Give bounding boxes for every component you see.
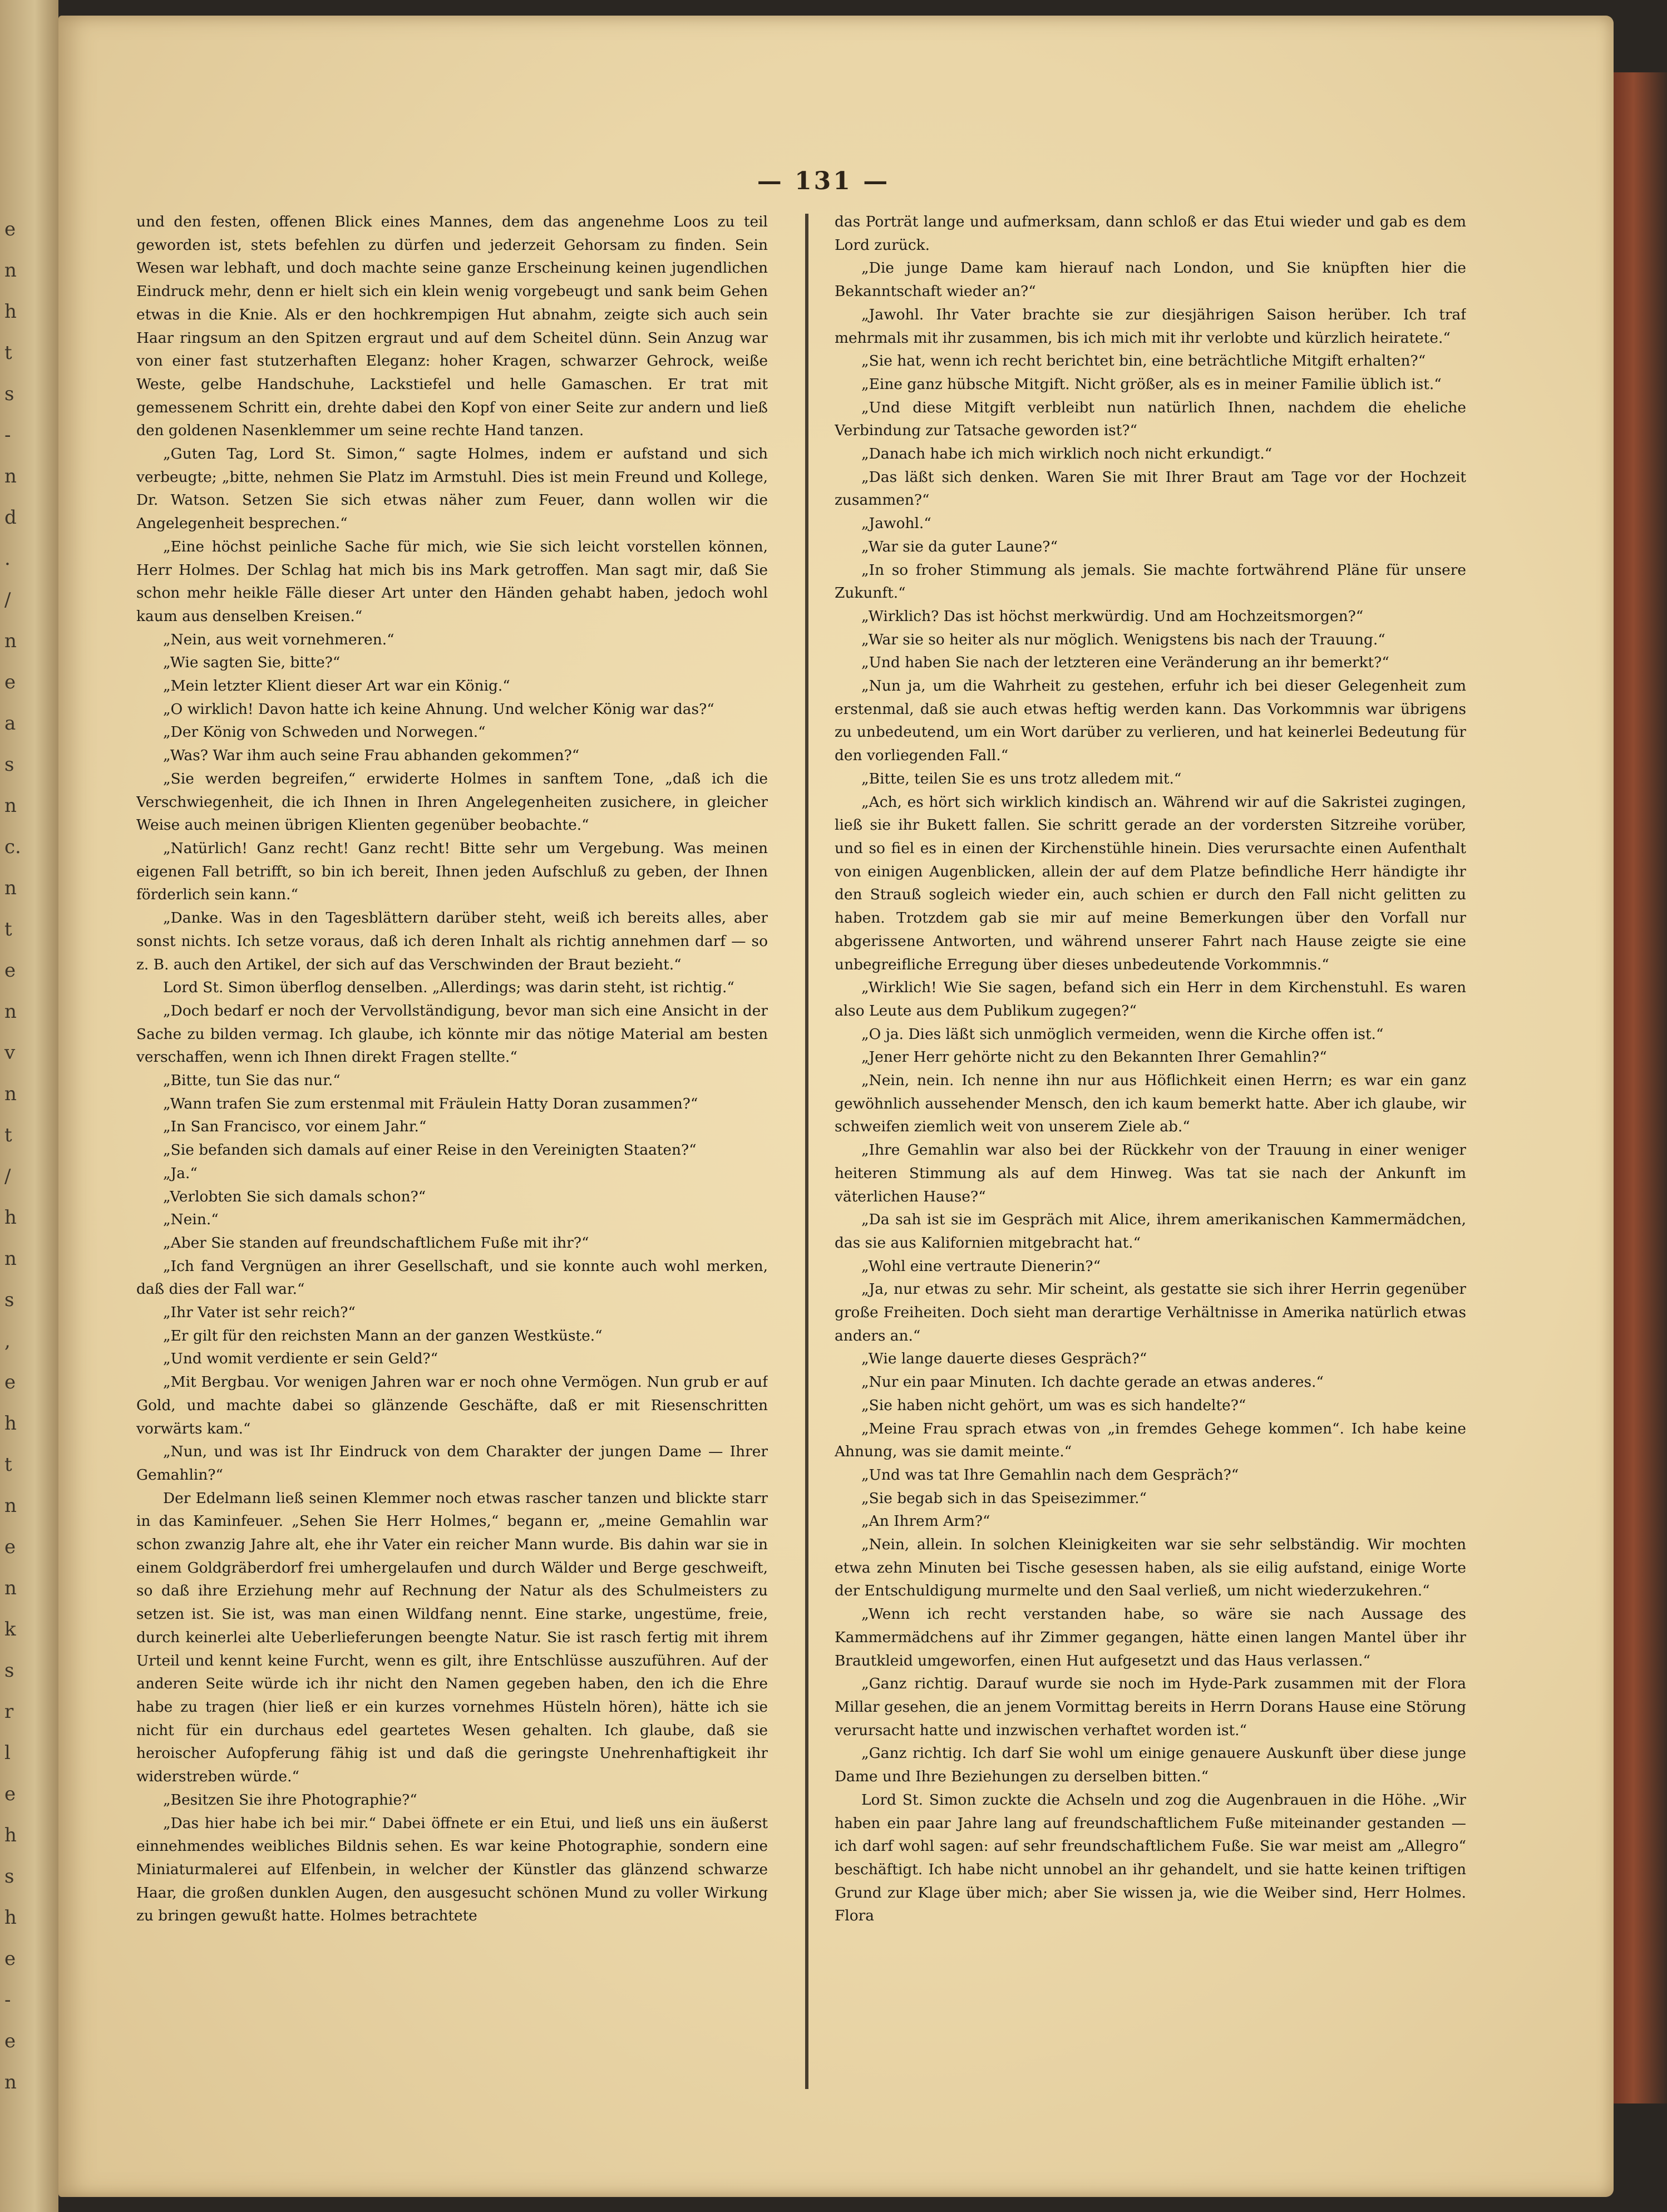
adjacent-page-fragment: n [4, 1495, 17, 1517]
paragraph: „Das hier habe ich bei mir.“ Dabei öffnete er ein Etui, und ließ uns ein äußerst einnehmendes weibliches Bildnis sehen. Es war keine Photographie, sondern eine Miniaturmalerei auf Elfenbein, in welcher der Künstler das glänzend schwarze Haar, die großen dunklen Augen, den ausgesucht schönen Mund zu voller Wirkung zu bringen gewußt hatte. Holmes betrachtete [136, 1814, 768, 1925]
paragraph: „Sie begab sich in das Speisezimmer.“ [861, 1489, 1147, 1507]
paragraph: „Und haben Sie nach der letzteren eine Veränderung an ihr bemerkt?“ [861, 654, 1389, 672]
paragraph: das Porträt lange und aufmerksam, dann schloß er das Etui wieder und gab es dem Lord zurück. [835, 213, 1466, 254]
paragraph: „Der König von Schweden und Norwegen.“ [163, 723, 486, 741]
adjacent-page-fragment: s [4, 1865, 14, 1888]
paragraph: „Bitte, teilen Sie es uns trotz alledem mit.“ [861, 770, 1182, 787]
adjacent-page-fragment: , [4, 1330, 11, 1352]
paragraph: „Nein, aus weit vornehmeren.“ [163, 630, 394, 648]
paragraph: „O wirklich! Davon hatte ich keine Ahnung. Und welcher König war das?“ [163, 700, 714, 718]
paragraph: „An Ihrem Arm?“ [861, 1513, 990, 1530]
adjacent-page-fragment: n [4, 1577, 17, 1599]
adjacent-page-fragment: t [4, 918, 12, 940]
paragraph: „Wann trafen Sie zum erstenmal mit Fräulein Hatty Doran zusammen?“ [163, 1095, 698, 1112]
paragraph: Lord St. Simon überflog denselben. „Allerdings; was darin steht, ist richtig.“ [163, 979, 734, 997]
adjacent-page-fragment: n [4, 259, 17, 282]
adjacent-page-fragment: v [4, 1042, 16, 1064]
paragraph: „Bitte, tun Sie das nur.“ [163, 1072, 341, 1090]
paragraph: „O ja. Dies läßt sich unmöglich vermeiden, wenn die Kirche offen ist.“ [861, 1025, 1384, 1043]
adjacent-page-fragment: n [4, 465, 17, 487]
paragraph: „Ich fand Vergnügen an ihrer Gesellschaft, und sie konnte auch wohl merken, daß dies der Fall war.“ [136, 1257, 768, 1298]
adjacent-page-fragment: e [4, 2030, 16, 2052]
paragraph: „Ja, nur etwas zu sehr. Mir scheint, als gestatte sie sich ihrer Herrin gegenüber große Freiheiten. Doch sieht man derartige Verhältnisse in Amerika natürlich etwas anders an.“ [835, 1280, 1466, 1344]
paragraph: „Die junge Dame kam hierauf nach London, und Sie knüpften hier die Bekanntschaft wieder an?“ [835, 259, 1466, 300]
paragraph: „In so froher Stimmung als jemals. Sie machte fortwährend Pläne für unsere Zukunft.“ [835, 561, 1466, 602]
paragraph: „Sie haben nicht gehört, um was es sich handelte?“ [861, 1396, 1246, 1414]
adjacent-page-fragment: h [4, 1206, 17, 1229]
adjacent-page-fragment: t [4, 342, 12, 364]
paragraph: „Wie lange dauerte dieses Gespräch?“ [861, 1350, 1147, 1368]
paragraph: „Und womit verdiente er sein Geld?“ [163, 1350, 438, 1368]
paragraph: „Wirklich? Das ist höchst merkwürdig. Und am Hochzeitsmorgen?“ [861, 607, 1364, 625]
adjacent-page-fragment: e [4, 671, 16, 693]
adjacent-page-fragment: n [4, 1248, 17, 1270]
paragraph: Der Edelmann ließ seinen Klemmer noch etwas rascher tanzen und blickte starr in das Kaminfeuer. „Sehen Sie Herr Holmes,“ begann er, „meine Gemahlin war schon zwanzig Jahre alt, ehe ihr Vater ein reicher Mann wurde. Bis dahin war sie in einem Goldgräberdorf frei umhergelaufen und durch Wälder und Berge geschweift, so daß ihre Erziehung mehr auf Rechnung der Natur als des Schulmeisters zu setzen ist. Sie ist, was man einen Wildfang nennt. Eine starke, ungestüme, freie, durch keinerlei alte Ueberlieferungen beengte Natur. Sie ist rasch fertig mit ihrem Urteil und kennt keine Furcht, wenn es gilt, ihre Entschlüsse auszuführen. Auf der anderen Seite würde ich ihr nicht den Namen gegeben haben, den ich die Ehre habe zu tragen (hier ließ er ein kurzes vornehmes Hüsteln hören), hätte ich sie nicht für ein durchaus edel geartetes Wesen gehalten. Ich glaube, daß sie heroischer Aufopferung fähig ist und daß die geringste Unehrenhaftigkeit ihr widerstreben würde.“ [136, 1489, 768, 1786]
paragraph: „Und was tat Ihre Gemahlin nach dem Gespräch?“ [861, 1466, 1239, 1484]
adjacent-page-fragment: h [4, 1412, 17, 1435]
adjacent-page-fragment: c. [4, 836, 21, 858]
adjacent-page-fragment: e [4, 218, 16, 240]
paragraph: „War sie da guter Laune?“ [861, 538, 1058, 555]
paragraph: „Wirklich! Wie Sie sagen, befand sich ein Herr in dem Kirchenstuhl. Es waren also Leute aus dem Publikum zugegen?“ [835, 979, 1466, 1019]
adjacent-page-fragment: d [4, 506, 17, 529]
paragraph: „Eine ganz hübsche Mitgift. Nicht größer, als es in meiner Familie üblich ist.“ [861, 375, 1442, 393]
paragraph: „Ihre Gemahlin war also bei der Rückkehr von der Trauung in einer weniger heiteren Stimmung als auf dem Hinweg. Was tat sie nach der Ankunft im väterlichen Hause?“ [835, 1141, 1466, 1205]
adjacent-page-fragment: s [4, 383, 14, 405]
paragraph: „Da sah ist sie im Gespräch mit Alice, ihrem amerikanischen Kammermädchen, das sie aus Kalifornien mitgebracht hat.“ [835, 1211, 1466, 1252]
paragraph: „Jawohl.“ [861, 515, 931, 533]
paragraph: „Wenn ich recht verstanden habe, so wäre sie nach Aussage des Kammermädchens auf ihr Zimmer gegangen, hätte einen langen Mantel über ihr Brautkleid umgeworfen, einen Hut aufgesetzt und das Haus verlassen.“ [835, 1605, 1466, 1669]
paragraph: „Ihr Vater ist sehr reich?“ [163, 1304, 356, 1322]
text-column-right [835, 210, 1466, 2086]
paragraph: „Nun ja, um die Wahrheit zu gestehen, erfuhr ich bei dieser Gelegenheit zum erstenmal, daß sie auch etwas heftig werden kann. Das Vorkommnis war übrigens zu unbedeutend, um ein Wort darüber zu verlieren, und hat keinerlei Bedeutung für den vorliegenden Fall.“ [835, 677, 1466, 765]
paragraph: „Ja.“ [163, 1164, 198, 1182]
paragraph: „Danke. Was in den Tagesblättern darüber steht, weiß ich bereits alles, aber sonst nichts. Ich setze voraus, daß ich deren Inhalt als richtig annehmen darf — so z. B. auch den Artikel, der sich auf das Verschwinden der Braut bezieht.“ [136, 909, 768, 973]
adjacent-page-fragment: h [4, 1824, 17, 1846]
paragraph: „Nein, nein. Ich nenne ihn nur aus Höflichkeit einen Herrn; es war ein ganz gewöhnlich aussehender Mensch, den ich kaum bemerkt hatte. Aber ich glaube, wir schweifen ziemlich weit von unserem Ziele ab.“ [835, 1072, 1466, 1136]
text-column-left [136, 210, 768, 2086]
paragraph: „Danach habe ich mich wirklich noch nicht erkundigt.“ [861, 445, 1273, 463]
paragraph: „Sie werden begreifen,“ erwiderte Holmes in sanftem Tone, „daß ich die Verschwiegenheit, die ich Ihnen in Ihren Angelegenheiten zusichere, in gleicher Weise auch meinen übrigen Klienten gegenüber beobachte.“ [136, 770, 768, 834]
paragraph: „Nein.“ [163, 1211, 219, 1229]
paragraph: „Guten Tag, Lord St. Simon,“ sagte Holmes, indem er aufstand und sich verbeugte; „bitte, nehmen Sie Platz im Armstuhl. Dies ist mein Freund und Kollege, Dr. Watson. Setzen Sie sich etwas näher zum Feuer, dann wollen wir die Angelegenheit besprechen.“ [136, 445, 768, 533]
paragraph: „Nur ein paar Minuten. Ich dachte gerade an etwas anderes.“ [861, 1373, 1324, 1391]
adjacent-page-fragment: k [4, 1618, 16, 1640]
paragraph: „Mein letzter Klient dieser Art war ein König.“ [163, 677, 510, 695]
paragraph: „In San Francisco, vor einem Jahr.“ [163, 1118, 427, 1136]
paragraph: „Sie befanden sich damals auf einer Reise in den Vereinigten Staaten?“ [163, 1141, 697, 1159]
adjacent-page-fragment: n [4, 795, 17, 817]
adjacent-page-fragment: e [4, 1536, 16, 1558]
paragraph: „Doch bedarf er noch der Vervollständigung, bevor man sich eine Ansicht in der Sache zu bilden vermag. Ich glaube, ich könnte mir das nötige Material am besten verschaffen, wenn ich Ihnen direkt Fragen stellte.“ [136, 1002, 768, 1066]
adjacent-page-fragment: r [4, 1701, 14, 1723]
paragraph: und den festen, offenen Blick eines Mannes, dem das angenehme Loos zu teil geworden ist, stets befehlen zu dürfen und jederzeit Gehorsam zu finden. Sein Wesen war lebhaft, und doch machte seine ganze Erscheinung keinen jugendlichen Eindruck mehr, denn er hielt sich ein klein wenig vorgebeugt und sank beim Gehen etwas in die Knie. Als er den hochkrempigen Hut abnahm, zeigte sich auch sein Haar ringsum an den Spitzen ergraut und auf dem Scheitel dünn. Sein Anzug war von einer fast stutzerhaften Eleganz: hoher Kragen, schwarzer Gehrock, weiße Weste, gelbe Handschuhe, Lackstiefel und helle Gamaschen. Er trat mit gemessenem Schritt ein, drehte dabei den Kopf von einer Seite zur andern und ließ den goldenen Nasenklemmer um seine rechte Hand tanzen. [136, 213, 768, 440]
adjacent-page-edge [0, 0, 58, 2212]
adjacent-page-fragment: n [4, 1083, 17, 1105]
adjacent-page-fragment: s [4, 1289, 14, 1311]
paragraph: „Mit Bergbau. Vor wenigen Jahren war er noch ohne Vermögen. Nun grub er auf Gold, und machte dabei so glänzende Geschäfte, daß er mit Riesenschritten vorwärts kam.“ [136, 1373, 768, 1437]
adjacent-page-fragment: . [4, 548, 11, 570]
paragraph: „Natürlich! Ganz recht! Ganz recht! Bitte sehr um Vergebung. Was meinen eigenen Fall betrifft, so bin ich bereit, Ihnen jeden Aufschluß zu geben, der Ihnen förderlich sein kann.“ [136, 839, 768, 904]
paragraph: „Wohl eine vertraute Dienerin?“ [861, 1257, 1101, 1275]
paragraph: „Was? War ihm auch seine Frau abhanden gekommen?“ [163, 747, 580, 765]
adjacent-page-fragment: s [4, 1659, 14, 1682]
adjacent-page-fragment: l [4, 1742, 11, 1764]
paragraph: „Er gilt für den reichsten Mann an der ganzen Westküste.“ [163, 1327, 603, 1344]
paragraph: „Nun, und was ist Ihr Eindruck von dem Charakter der jungen Dame — Ihrer Gemahlin?“ [136, 1443, 768, 1484]
paragraph: „Verlobten Sie sich damals schon?“ [163, 1188, 426, 1205]
adjacent-page-fragment: h [4, 300, 17, 323]
adjacent-page-fragment: - [4, 1989, 11, 2011]
paragraph: „Nein, allein. In solchen Kleinigkeiten war sie sehr selbständig. Wir mochten etwa zehn Minuten bei Tische gesessen haben, als sie eilig aufstand, einige Worte der Entschuldigung murmelte und den Saal verließ, um nicht wiederzukehren.“ [835, 1536, 1466, 1600]
adjacent-page-fragment: n [4, 2071, 17, 2093]
adjacent-page-fragment: n [4, 877, 17, 899]
paragraph: „Ganz richtig. Ich darf Sie wohl um einige genauere Auskunft über diese junge Dame und Ihre Beziehungen zu derselben bitten.“ [835, 1745, 1466, 1786]
paragraph: „Meine Frau sprach etwas von „in fremdes Gehege kommen“. Ich habe keine Ahnung, was sie damit meinte.“ [835, 1420, 1466, 1461]
paragraph: „Und diese Mitgift verbleibt nun natürlich Ihnen, nachdem die eheliche Verbindung zur Tatsache geworden ist?“ [835, 398, 1466, 440]
adjacent-page-fragment: n [4, 1001, 17, 1023]
paragraph: Lord St. Simon zuckte die Achseln und zog die Augenbrauen in die Höhe. „Wir haben ein paar Jahre lang auf freundschaftlichem Fuße miteinander gestanden — ich darf wohl sagen: auf sehr freundschaftlichem Fuße. Sie war meist am „Allegro“ beschäftigt. Ich habe nicht unnobel an ihr gehandelt, und sie hatte keinen triftigen Grund zur Klage über mich; aber Sie wissen ja, wie die Weiber sind, Herr Holmes. Flora [835, 1791, 1466, 1925]
adjacent-page-fragment: t [4, 1124, 12, 1146]
adjacent-page-fragment: e [4, 1371, 16, 1393]
adjacent-page-fragment: - [4, 424, 11, 446]
paragraph: „Sie hat, wenn ich recht berichtet bin, eine beträchtliche Mitgift erhalten?“ [861, 352, 1426, 370]
adjacent-page-fragment: e [4, 1948, 16, 1970]
paragraph: „Ganz richtig. Darauf wurde sie noch im Hyde-Park zusammen mit der Flora Millar gesehen, die an jenem Vormittag bereits in Herrn Dorans Hause eine Störung verursacht hatte und inzwischen verhaftet worden ist.“ [835, 1675, 1466, 1739]
adjacent-page-fragment: t [4, 1454, 12, 1476]
adjacent-page-fragment: / [4, 1165, 11, 1188]
adjacent-page-fragment: e [4, 959, 16, 982]
paragraph: „Aber Sie standen auf freundschaftlichem Fuße mit ihr?“ [163, 1234, 589, 1252]
paragraph: „Wie sagten Sie, bitte?“ [163, 654, 341, 672]
paragraph: „Ach, es hört sich wirklich kindisch an. Während wir auf die Sakristei zugingen, ließ sie ihr Bukett fallen. Sie schritt gerade an der vordersten Sitzreihe vorüber, und so fiel es in einen der Kirchenstühle hinein. Dies verursachte einen Aufenthalt von einigen Augenblicken, allein der auf dem Platze befindliche Herr händigte ihr den Strauß sogleich wieder ein, auch schien er durch den Fall nicht gelitten zu haben. Trotzdem gab sie mir auf meine Bemerkungen über den Vorfall nur abgerissene Antworten, und während unserer Fahrt nach Hause zeigte sie eine unbegreifliche Erregung über dieses unbedeutende Vorkommnis.“ [835, 793, 1466, 973]
book-cover-edge [1611, 72, 1667, 2103]
adjacent-page-fragment: a [4, 712, 16, 735]
adjacent-page-fragment: s [4, 753, 14, 776]
paragraph: „Jawohl. Ihr Vater brachte sie zur diesjährigen Saison herüber. Ich traf mehrmals mit ihr zusammen, bis ich mich mit ihr verlobte und kürzlich heiratete.“ [835, 306, 1466, 347]
paragraph: „Eine höchst peinliche Sache für mich, wie Sie sich leicht vorstellen können, Herr Holmes. Der Schlag hat mich bis ins Mark getroffen. Man sagt mir, daß Sie schon mehr heikle Fälle dieser Art unter den Händen gehabt haben, jedoch wohl kaum aus denselben Kreisen.“ [136, 538, 768, 625]
paragraph: „Besitzen Sie ihre Photographie?“ [163, 1791, 417, 1809]
column-divider [805, 214, 808, 2089]
adjacent-page-fragment: n [4, 630, 17, 652]
adjacent-page-fragment: / [4, 589, 11, 611]
paragraph: „Das läßt sich denken. Waren Sie mit Ihrer Braut am Tage vor der Hochzeit zusammen?“ [835, 468, 1466, 509]
adjacent-page-fragment: e [4, 1783, 16, 1805]
paragraph: „Jener Herr gehörte nicht zu den Bekannten Ihrer Gemahlin?“ [861, 1048, 1327, 1066]
adjacent-page-fragment: h [4, 1906, 17, 1929]
paragraph: „War sie so heiter als nur möglich. Wenigstens bis nach der Trauung.“ [861, 630, 1385, 648]
page-number: — 131 — [757, 167, 890, 195]
